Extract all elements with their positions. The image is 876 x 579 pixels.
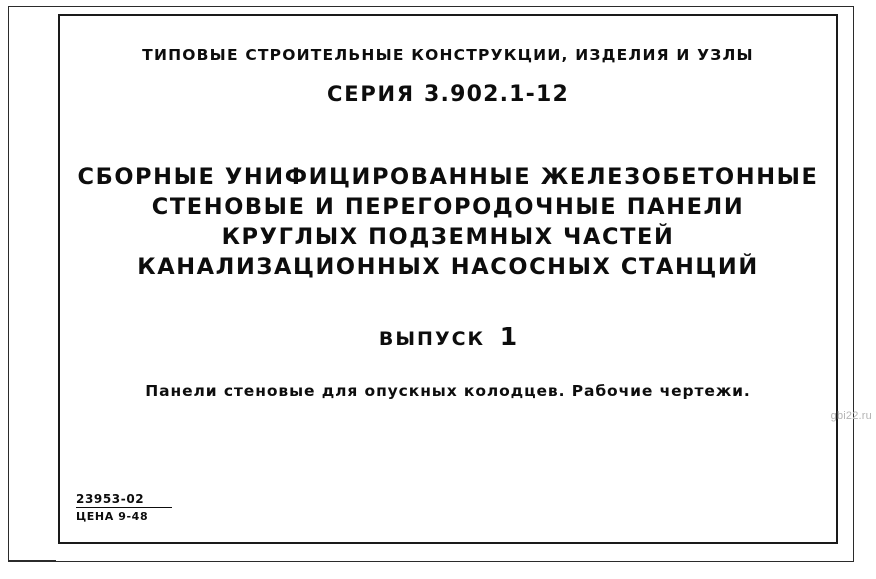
document-title bbox=[58, 162, 838, 282]
document-subtitle: Панели стеновые для опускных колодцев. Рабочие чертежи. bbox=[145, 382, 751, 400]
document-kicker: ТИПОВЫЕ СТРОИТЕЛЬНЫЕ КОНСТРУКЦИИ, ИЗДЕЛИЯ И УЗЛЫ bbox=[142, 46, 754, 64]
series-line bbox=[58, 82, 838, 107]
issue-line bbox=[58, 322, 838, 351]
watermark: gbi22.ru bbox=[830, 410, 872, 422]
title-line-3: КРУГЛЫХ ПОДЗЕМНЫХ ЧАСТЕЙ bbox=[221, 224, 675, 250]
print-stamp bbox=[76, 492, 172, 523]
sheet-edge-line-left bbox=[8, 6, 9, 562]
stamp-code: 23953-02 bbox=[76, 492, 172, 508]
series-label: СЕРИЯ bbox=[326, 82, 415, 106]
issue-number: 1 bbox=[499, 322, 518, 351]
title-line-2: СТЕНОВЫЕ И ПЕРЕГОРОДОЧНЫЕ ПАНЕЛИ bbox=[151, 194, 745, 220]
stamp-price: ЦЕНА 9-48 bbox=[76, 510, 149, 523]
title-page-content bbox=[58, 14, 838, 544]
title-line-1: СБОРНЫЕ УНИФИЦИРОВАННЫЕ ЖЕЛЕЗОБЕТОННЫЕ bbox=[77, 164, 819, 190]
title-line-4: КАНАЛИЗАЦИОННЫХ НАСОСНЫХ СТАНЦИЙ bbox=[137, 254, 759, 280]
issue-label: ВЫПУСК bbox=[378, 328, 486, 350]
series-number: 3.902.1-12 bbox=[424, 82, 570, 107]
sheet-edge-line-bottom bbox=[8, 560, 56, 561]
